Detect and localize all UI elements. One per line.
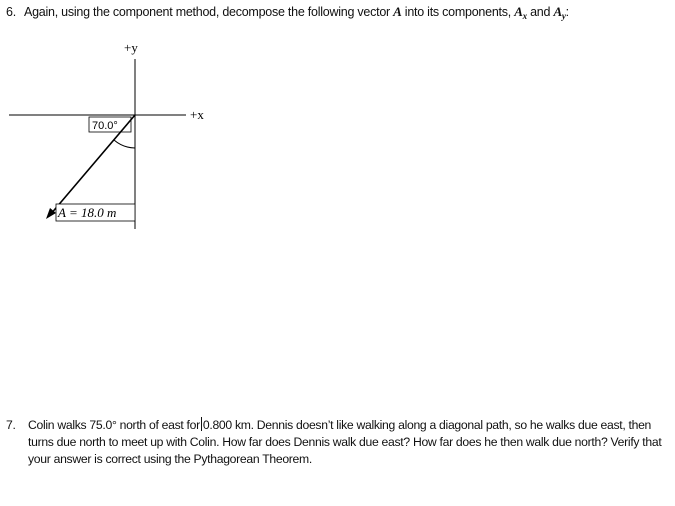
text-cursor [201,417,202,431]
question-6-text-mid: into its components, [401,5,515,19]
question-7 [6,417,670,468]
question-7-text-a: Colin walks 75.0° north of east for [28,418,200,432]
question-6-number: 6. [6,5,16,19]
question-7-text-b: 0.800 km. Dennis doesn’t like walking along a diagonal path, so he walks due east, then turns due north to meet up with Colin. How far does Dennis walk due east? How far does he then walk due north? Verify that your answer is correct using the Pythagorean Theorem. [28,418,662,466]
component-ay-sub: y [561,11,566,21]
question-6-text-before: Again, using the component method, decompose the following vector [24,5,394,19]
component-ax-base: A [514,4,523,19]
question-7-body [28,417,670,468]
question-6-text-end: : [565,5,569,19]
vector-a-symbol: A [393,4,402,19]
angle-label: 70.0° [92,120,118,132]
angle-arc [114,140,135,148]
vector-label: A = 18.0 m [58,205,117,220]
plus-x-label: +x [190,107,204,122]
question-7-number: 7. [6,418,16,432]
component-ay-base: A [553,4,562,19]
plus-y-label: +y [124,40,138,55]
question-6-text-and: and [526,5,554,19]
component-ax-sub: x [522,11,527,21]
